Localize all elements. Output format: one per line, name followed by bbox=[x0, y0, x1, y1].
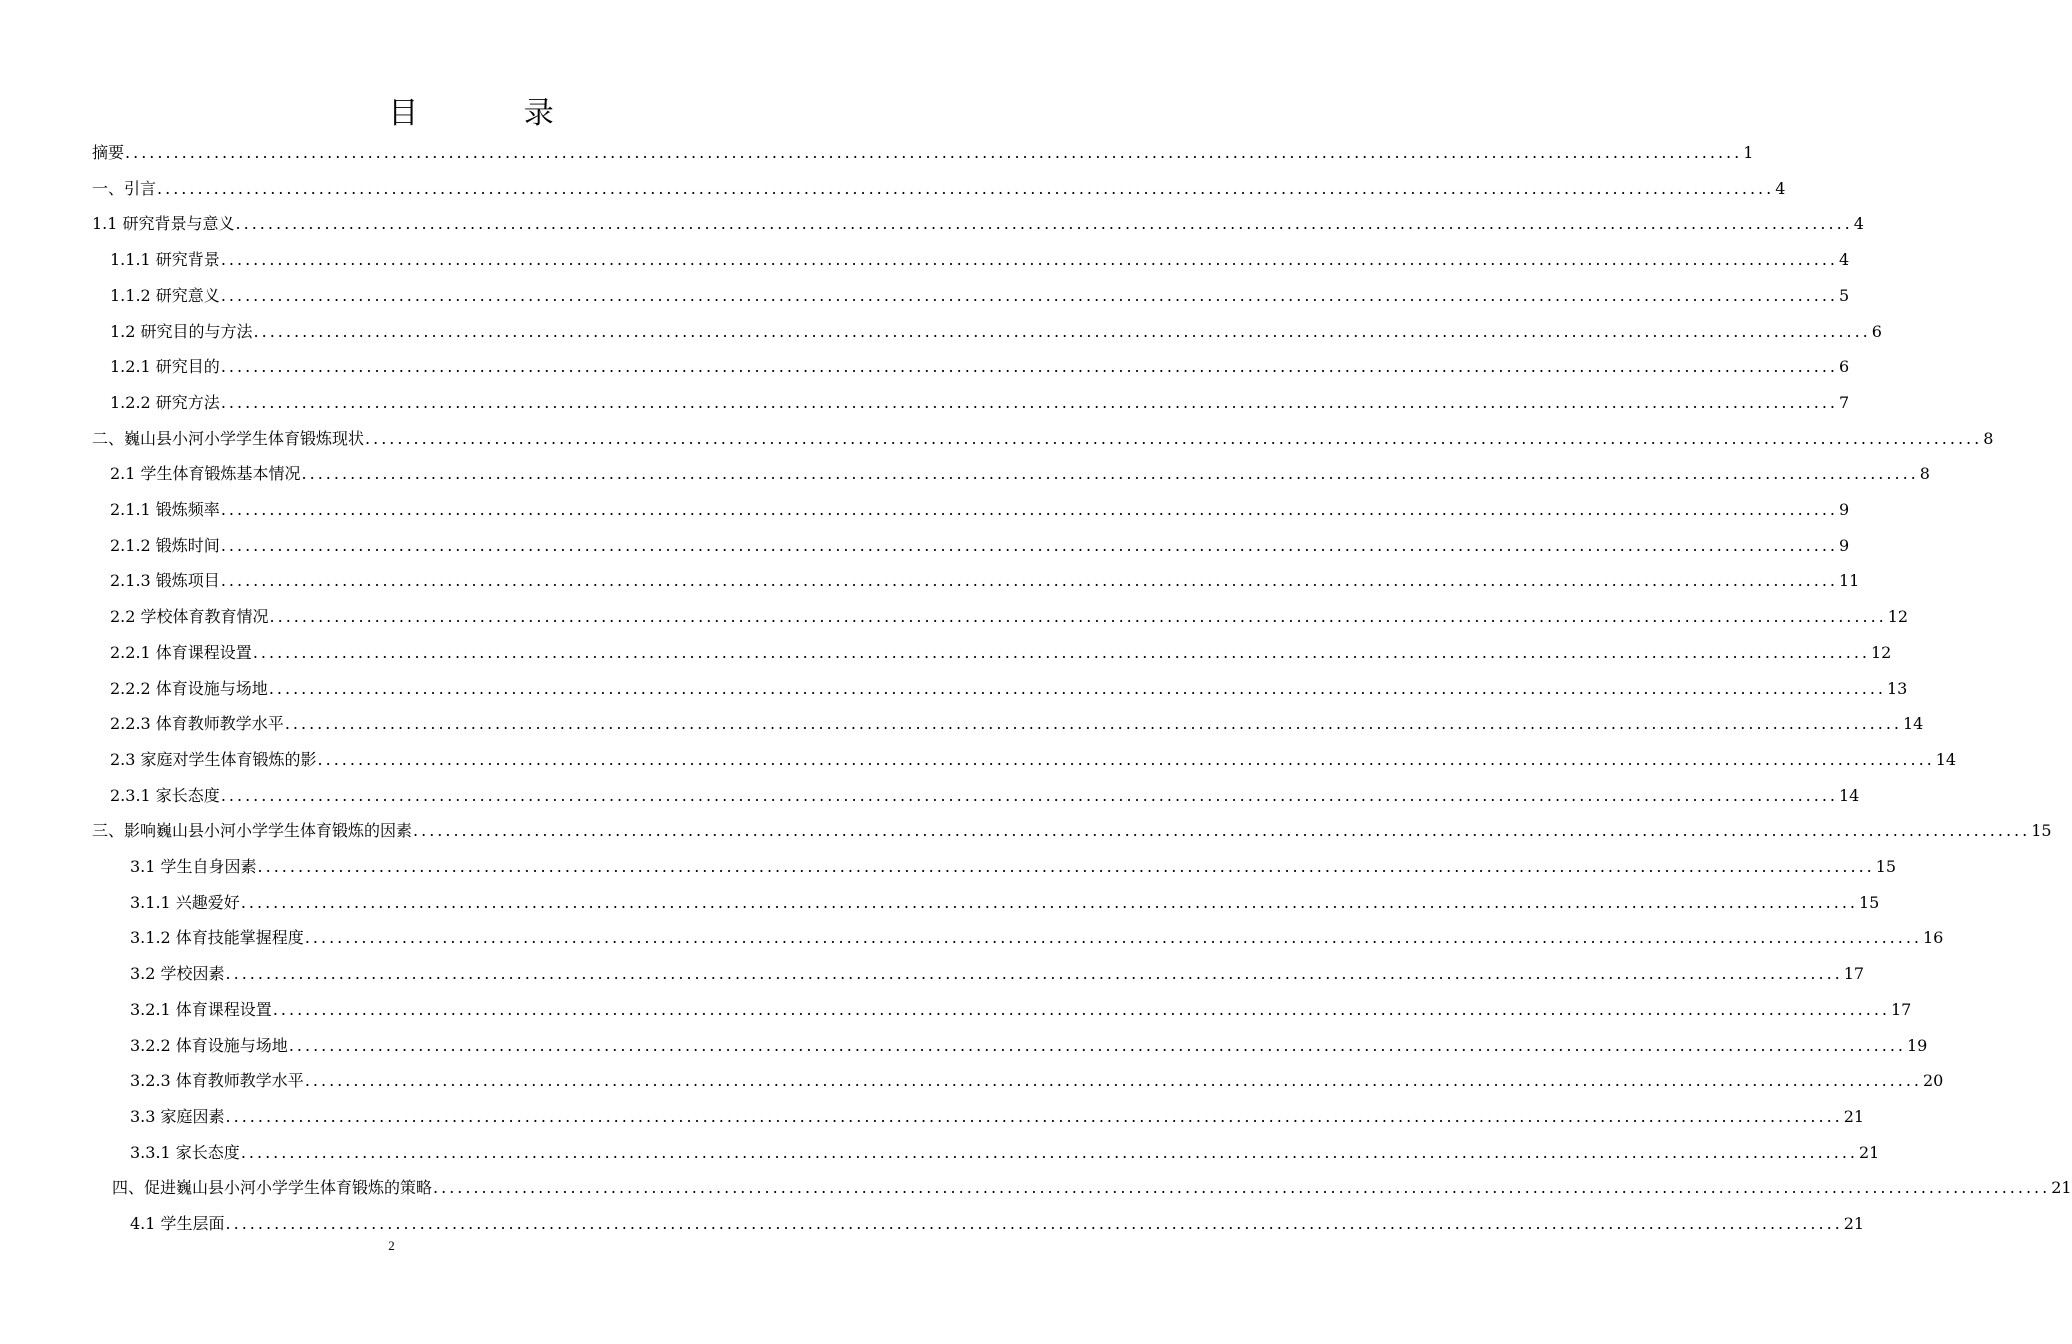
toc-entry-page-number: 4 bbox=[1839, 250, 1850, 270]
toc-entry[interactable] bbox=[92, 815, 2052, 847]
toc-entry[interactable] bbox=[130, 1101, 1865, 1133]
toc-entry[interactable] bbox=[130, 1208, 1865, 1240]
toc-entry-page-number: 8 bbox=[1983, 428, 1994, 448]
toc-entry[interactable] bbox=[130, 958, 1865, 990]
toc-leader-dots: ........................................................................................................................................................................................................ bbox=[220, 250, 1838, 270]
toc-leader-dots: ........................................................................................................................................................................................................ bbox=[433, 1178, 2051, 1198]
toc-leader-dots: ........................................................................................................................................................................................................ bbox=[235, 214, 1853, 234]
toc-entry-label: 2.2.1 体育课程设置 bbox=[110, 642, 252, 662]
toc-entry-label: 1.2.1 研究目的 bbox=[110, 357, 220, 377]
toc-entry-label: 3.3 家庭因素 bbox=[130, 1106, 225, 1126]
toc-leader-dots: ........................................................................................................................................................................................................ bbox=[272, 999, 1890, 1019]
toc-entry-label: 1.1 研究背景与意义 bbox=[92, 214, 235, 234]
toc-entry-label: 3.2 学校因素 bbox=[130, 964, 225, 984]
toc-entry-page-number: 9 bbox=[1839, 535, 1850, 555]
toc-entry[interactable] bbox=[130, 887, 1880, 919]
toc-entry-label: 2.2.2 体育设施与场地 bbox=[110, 678, 268, 698]
toc-entry[interactable] bbox=[110, 673, 1908, 705]
toc-entry-label: 2.1.3 锻炼项目 bbox=[110, 571, 220, 591]
toc-leader-dots: ........................................................................................................................................................................................................ bbox=[240, 892, 1858, 912]
toc-entry-page-number: 7 bbox=[1839, 392, 1850, 412]
toc-entry[interactable] bbox=[110, 708, 1924, 740]
toc-entry-page-number: 21 bbox=[1843, 1214, 1865, 1233]
toc-leader-dots: ........................................................................................................................................................................................................ bbox=[220, 785, 1838, 805]
toc-entry[interactable] bbox=[110, 351, 1850, 383]
toc-leader-dots: ........................................................................................................................................................................................................ bbox=[225, 964, 1843, 984]
toc-entry-label: 2.1.1 锻炼频率 bbox=[110, 500, 220, 519]
toc-leader-dots: ........................................................................................................................................................................................................ bbox=[220, 571, 1838, 591]
toc-entry[interactable] bbox=[130, 1030, 1928, 1062]
toc-entry[interactable] bbox=[110, 387, 1850, 419]
toc-entry-page-number: 17 bbox=[1891, 999, 1912, 1019]
toc-leader-dots: ........................................................................................................................................................................................................ bbox=[304, 1071, 1922, 1091]
toc-entry-label: 摘要 bbox=[92, 143, 125, 162]
toc-entry-label: 1.1.2 研究意义 bbox=[110, 285, 220, 305]
toc-entry-label: 3.1 学生自身因素 bbox=[130, 857, 257, 876]
toc-entry-label: 3.2.1 体育课程设置 bbox=[130, 999, 272, 1019]
toc-entry-page-number: 21 bbox=[1843, 1106, 1865, 1126]
toc-entry-label: 1.2.2 研究方法 bbox=[110, 392, 220, 412]
toc-entry[interactable] bbox=[92, 208, 1864, 240]
toc-leader-dots: ........................................................................................................................................................................................................ bbox=[220, 535, 1838, 555]
toc-leader-dots: ........................................................................................................................................................................................................ bbox=[220, 357, 1838, 377]
toc-entry-page-number: 14 bbox=[1903, 714, 1924, 734]
toc-entry-page-number: 14 bbox=[1839, 785, 1860, 805]
toc-entry-page-number: 17 bbox=[1843, 964, 1865, 984]
toc-leader-dots: ........................................................................................................................................................................................................ bbox=[269, 607, 1887, 627]
toc-entry-label: 3.2.2 体育设施与场地 bbox=[130, 1035, 288, 1055]
toc-entry-label: 四、促进巍山县小河小学学生体育锻炼的策略 bbox=[112, 1178, 433, 1198]
toc-entry-label: 3.3.1 家长态度 bbox=[130, 1142, 240, 1162]
toc-entry-page-number: 1 bbox=[1743, 143, 1754, 162]
toc-entry[interactable] bbox=[92, 137, 1754, 169]
toc-entry-page-number: 13 bbox=[1887, 678, 1908, 698]
toc-entry-page-number: 4 bbox=[1853, 214, 1864, 234]
toc-entry-page-number: 15 bbox=[1875, 857, 1897, 876]
toc-leader-dots: ........................................................................................................................................................................................................ bbox=[252, 642, 1870, 662]
toc-leader-dots: ........................................................................................................................................................................................................ bbox=[125, 143, 1743, 162]
toc-entry[interactable] bbox=[110, 494, 1850, 526]
toc-entry-page-number: 16 bbox=[1923, 928, 1944, 948]
toc-entry-label: 二、巍山县小河小学学生体育锻炼现状 bbox=[92, 428, 365, 448]
toc-entry-page-number: 21 bbox=[2051, 1178, 2072, 1198]
toc-entry-page-number: 19 bbox=[1907, 1035, 1928, 1055]
toc-leader-dots: ........................................................................................................................................................................................................ bbox=[220, 500, 1838, 519]
page-title: 目 录 bbox=[388, 96, 602, 131]
toc-entry[interactable] bbox=[112, 1172, 2072, 1204]
toc-entry[interactable] bbox=[130, 922, 1944, 954]
toc-entry-page-number: 12 bbox=[1887, 607, 1909, 627]
toc-leader-dots: ........................................................................................................................................................................................................ bbox=[317, 749, 1935, 769]
toc-entry[interactable] bbox=[92, 173, 1786, 205]
toc-leader-dots: ........................................................................................................................................................................................................ bbox=[220, 285, 1838, 305]
page-number: 2 bbox=[388, 1238, 395, 1253]
toc-entry[interactable] bbox=[130, 1065, 1944, 1097]
toc-entry-label: 2.1.2 锻炼时间 bbox=[110, 535, 220, 555]
toc-entry[interactable] bbox=[92, 423, 1994, 455]
toc-leader-dots: ........................................................................................................................................................................................................ bbox=[288, 1035, 1906, 1055]
toc-leader-dots: ........................................................................................................................................................................................................ bbox=[240, 1142, 1858, 1162]
toc-entry-page-number: 14 bbox=[1935, 749, 1957, 769]
toc-leader-dots: ........................................................................................................................................................................................................ bbox=[365, 428, 1983, 448]
toc-entry-label: 1.2 研究目的与方法 bbox=[110, 321, 253, 341]
toc-entry-label: 2.3.1 家长态度 bbox=[110, 785, 220, 805]
toc-entry[interactable] bbox=[110, 637, 1892, 669]
toc-leader-dots: ........................................................................................................................................................................................................ bbox=[268, 678, 1886, 698]
toc-entry-page-number: 5 bbox=[1839, 285, 1850, 305]
toc-leader-dots: ........................................................................................................................................................................................................ bbox=[253, 321, 1871, 341]
toc-entry-label: 4.1 学生层面 bbox=[130, 1214, 225, 1233]
toc-entry-label: 2.3 家庭对学生体育锻炼的影 bbox=[110, 749, 317, 769]
toc-entry-page-number: 6 bbox=[1871, 321, 1882, 341]
toc-entry[interactable] bbox=[110, 565, 1860, 597]
toc-entry-label: 2.1 学生体育锻炼基本情况 bbox=[110, 464, 301, 484]
toc-entry-label: 一、引言 bbox=[92, 178, 157, 198]
toc-leader-dots: ........................................................................................................................................................................................................ bbox=[157, 178, 1775, 198]
toc-leader-dots: ........................................................................................................................................................................................................ bbox=[284, 714, 1902, 734]
toc-entry[interactable] bbox=[110, 530, 1850, 562]
toc-entry[interactable] bbox=[130, 994, 1912, 1026]
toc-leader-dots: ........................................................................................................................................................................................................ bbox=[225, 1214, 1843, 1233]
toc-entry[interactable] bbox=[110, 316, 1882, 348]
toc-entry-label: 三、影响巍山县小河小学学生体育锻炼的因素 bbox=[92, 821, 413, 841]
toc-entry-page-number: 6 bbox=[1839, 357, 1850, 377]
toc-leader-dots: ........................................................................................................................................................................................................ bbox=[220, 392, 1838, 412]
toc-entry[interactable] bbox=[110, 280, 1850, 312]
toc-entry[interactable] bbox=[110, 780, 1860, 812]
toc-entry-page-number: 11 bbox=[1839, 571, 1860, 591]
toc-entry-label: 2.2 学校体育教育情况 bbox=[110, 607, 269, 627]
toc-entry-label: 2.2.3 体育教师教学水平 bbox=[110, 714, 284, 734]
toc-entry[interactable] bbox=[110, 458, 1930, 490]
toc-entry-page-number: 20 bbox=[1923, 1071, 1944, 1091]
toc-entry-page-number: 4 bbox=[1775, 178, 1786, 198]
toc-leader-dots: ........................................................................................................................................................................................................ bbox=[304, 928, 1922, 948]
toc-entry[interactable] bbox=[110, 244, 1850, 276]
toc-entry-label: 3.1.1 兴趣爱好 bbox=[130, 892, 240, 912]
toc-entry-page-number: 9 bbox=[1839, 500, 1850, 519]
toc-entry-page-number: 15 bbox=[1859, 892, 1880, 912]
toc-entry[interactable] bbox=[130, 851, 1897, 883]
toc-leader-dots: ........................................................................................................................................................................................................ bbox=[413, 821, 2031, 841]
toc-entry-page-number: 15 bbox=[2031, 821, 2052, 841]
toc-entry-page-number: 8 bbox=[1919, 464, 1930, 484]
toc-leader-dots: ........................................................................................................................................................................................................ bbox=[301, 464, 1919, 484]
toc-entry-label: 3.1.2 体育技能掌握程度 bbox=[130, 928, 304, 948]
toc-leader-dots: ........................................................................................................................................................................................................ bbox=[225, 1106, 1843, 1126]
toc-entry-label: 1.1.1 研究背景 bbox=[110, 250, 220, 270]
toc-entry-page-number: 12 bbox=[1871, 642, 1892, 662]
toc-entry[interactable] bbox=[110, 601, 1909, 633]
toc-entry[interactable] bbox=[130, 1137, 1880, 1169]
toc-entry[interactable] bbox=[110, 744, 1957, 776]
toc-leader-dots: ........................................................................................................................................................................................................ bbox=[257, 857, 1875, 876]
toc-entry-page-number: 21 bbox=[1859, 1142, 1880, 1162]
toc-entry-label: 3.2.3 体育教师教学水平 bbox=[130, 1071, 304, 1091]
